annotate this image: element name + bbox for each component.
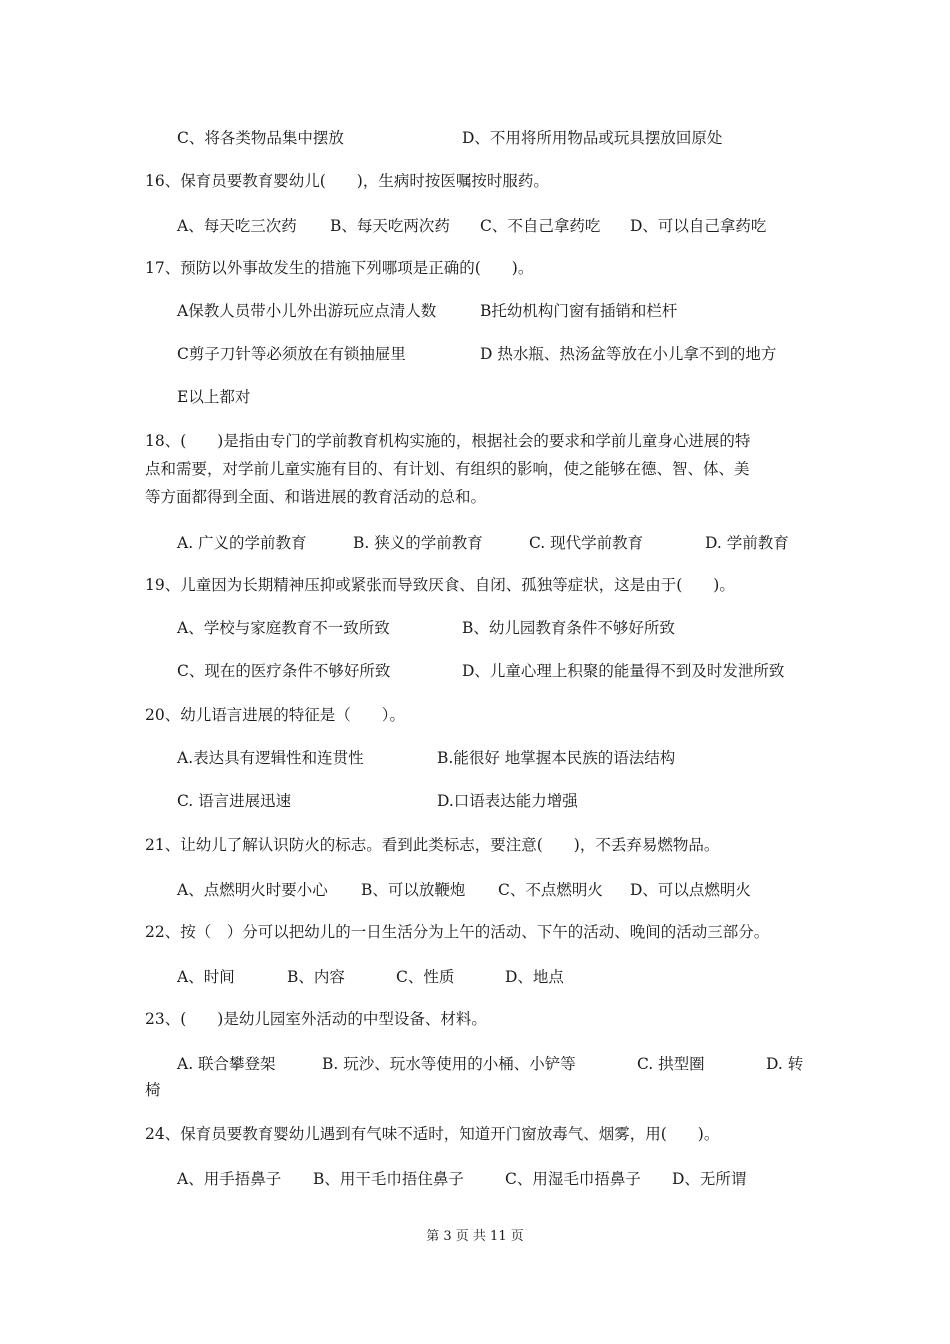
q23-option-b: B. 玩沙、玩水等使用的小桶、小铲等 bbox=[322, 1055, 576, 1073]
q18-option-b: B. 狭义的学前教育 bbox=[353, 534, 483, 552]
q18-stem-line2: 点和需要，对学前儿童实施有目的、有计划、有组织的影响，使之能够在德、智、体、美 bbox=[145, 460, 750, 478]
q16-option-d: D、可以自己拿药吃 bbox=[630, 217, 767, 235]
q18-option-d: D. 学前教育 bbox=[705, 534, 789, 552]
q23-option-a: A. 联合攀登架 bbox=[177, 1055, 276, 1073]
q16-stem: 16、保育员要教育婴幼儿( )，生病时按医嘱按时服药。 bbox=[145, 172, 549, 190]
q15-option-c: C、将各类物品集中摆放 bbox=[177, 129, 344, 147]
q20-option-a: A.表达具有逻辑性和连贯性 bbox=[177, 749, 364, 767]
q17-option-b: B托幼机构门窗有插销和栏杆 bbox=[480, 302, 678, 320]
page-number-footer: 第 3 页 共 11 页 bbox=[426, 1229, 524, 1244]
q16-option-b: B、每天吃两次药 bbox=[330, 217, 450, 235]
q20-option-b: B.能很好 地掌握本民族的语法结构 bbox=[437, 749, 676, 767]
q16-option-c: C、不自己拿药吃 bbox=[480, 217, 601, 235]
q24-stem: 24、保育员要教育婴幼儿遇到有气味不适时，知道开门窗放毒气、烟雾，用( )。 bbox=[145, 1125, 720, 1143]
q19-stem: 19、儿童因为长期精神压抑或紧张而导致厌食、自闭、孤独等症状，这是由于( )。 bbox=[145, 576, 735, 594]
q23-option-d-wrap: 椅 bbox=[145, 1081, 161, 1099]
q17-option-c: C剪子刀针等必须放在有锁抽屉里 bbox=[177, 345, 406, 363]
q24-option-a: A、用手捂鼻子 bbox=[177, 1170, 282, 1188]
q18-option-a: A. 广义的学前教育 bbox=[177, 534, 307, 552]
q23-option-c: C. 拱型圈 bbox=[637, 1055, 705, 1073]
q21-option-b: B、可以放鞭炮 bbox=[361, 881, 466, 899]
q21-option-d: D、可以点燃明火 bbox=[630, 881, 751, 899]
q22-option-b: B、内容 bbox=[287, 968, 345, 986]
q18-stem-line3: 等方面都得到全面、和谐进展的教育活动的总和。 bbox=[145, 488, 487, 506]
q20-stem: 20、幼儿语言进展的特征是（ ）。 bbox=[145, 706, 405, 724]
q24-option-d: D、无所谓 bbox=[672, 1170, 747, 1188]
q19-option-b: B、幼儿园教育条件不够好所致 bbox=[462, 619, 675, 637]
q21-stem: 21、让幼儿了解认识防火的标志。看到此类标志，要注意( )，不丢弃易燃物品。 bbox=[145, 836, 720, 854]
q24-option-b: B、用干毛巾捂住鼻子 bbox=[313, 1170, 464, 1188]
q18-stem-line1: 18、( )是指由专门的学前教育机构实施的，根据社会的要求和学前儿童身心进展的特 bbox=[145, 432, 751, 450]
q23-option-d: D. 转 bbox=[766, 1055, 804, 1073]
q17-option-e: E以上都对 bbox=[177, 388, 251, 406]
q23-stem: 23、( )是幼儿园室外活动的中型设备、材料。 bbox=[145, 1010, 487, 1028]
q20-option-d: D.口语表达能力增强 bbox=[437, 792, 578, 810]
q19-option-c: C、现在的医疗条件不够好所致 bbox=[177, 662, 391, 680]
q18-option-c: C. 现代学前教育 bbox=[529, 534, 644, 552]
q17-option-a: A保教人员带小儿外出游玩应点清人数 bbox=[177, 302, 437, 320]
q22-stem: 22、按（ ）分可以把幼儿的一日生活分为上午的活动、下午的活动、晚间的活动三部分。 bbox=[145, 923, 770, 941]
q22-option-a: A、时间 bbox=[177, 968, 235, 986]
q17-stem: 17、预防以外事故发生的措施下列哪项是正确的( )。 bbox=[145, 259, 534, 277]
q15-option-d: D、不用将所用物品或玩具摆放回原处 bbox=[462, 129, 723, 147]
q21-option-a: A、点燃明火时要小心 bbox=[177, 881, 328, 899]
q19-option-d: D、儿童心理上积聚的能量得不到及时发泄所致 bbox=[462, 662, 785, 680]
q24-option-c: C、用湿毛巾捂鼻子 bbox=[505, 1170, 641, 1188]
q19-option-a: A、学校与家庭教育不一致所致 bbox=[177, 619, 390, 637]
q20-option-c: C. 语言进展迅速 bbox=[177, 792, 292, 810]
q22-option-d: D、地点 bbox=[505, 968, 564, 986]
q16-option-a: A、每天吃三次药 bbox=[177, 217, 297, 235]
q17-option-d: D 热水瓶、热汤盆等放在小儿拿不到的地方 bbox=[480, 345, 777, 363]
q22-option-c: C、性质 bbox=[396, 968, 455, 986]
q21-option-c: C、不点燃明火 bbox=[498, 881, 603, 899]
